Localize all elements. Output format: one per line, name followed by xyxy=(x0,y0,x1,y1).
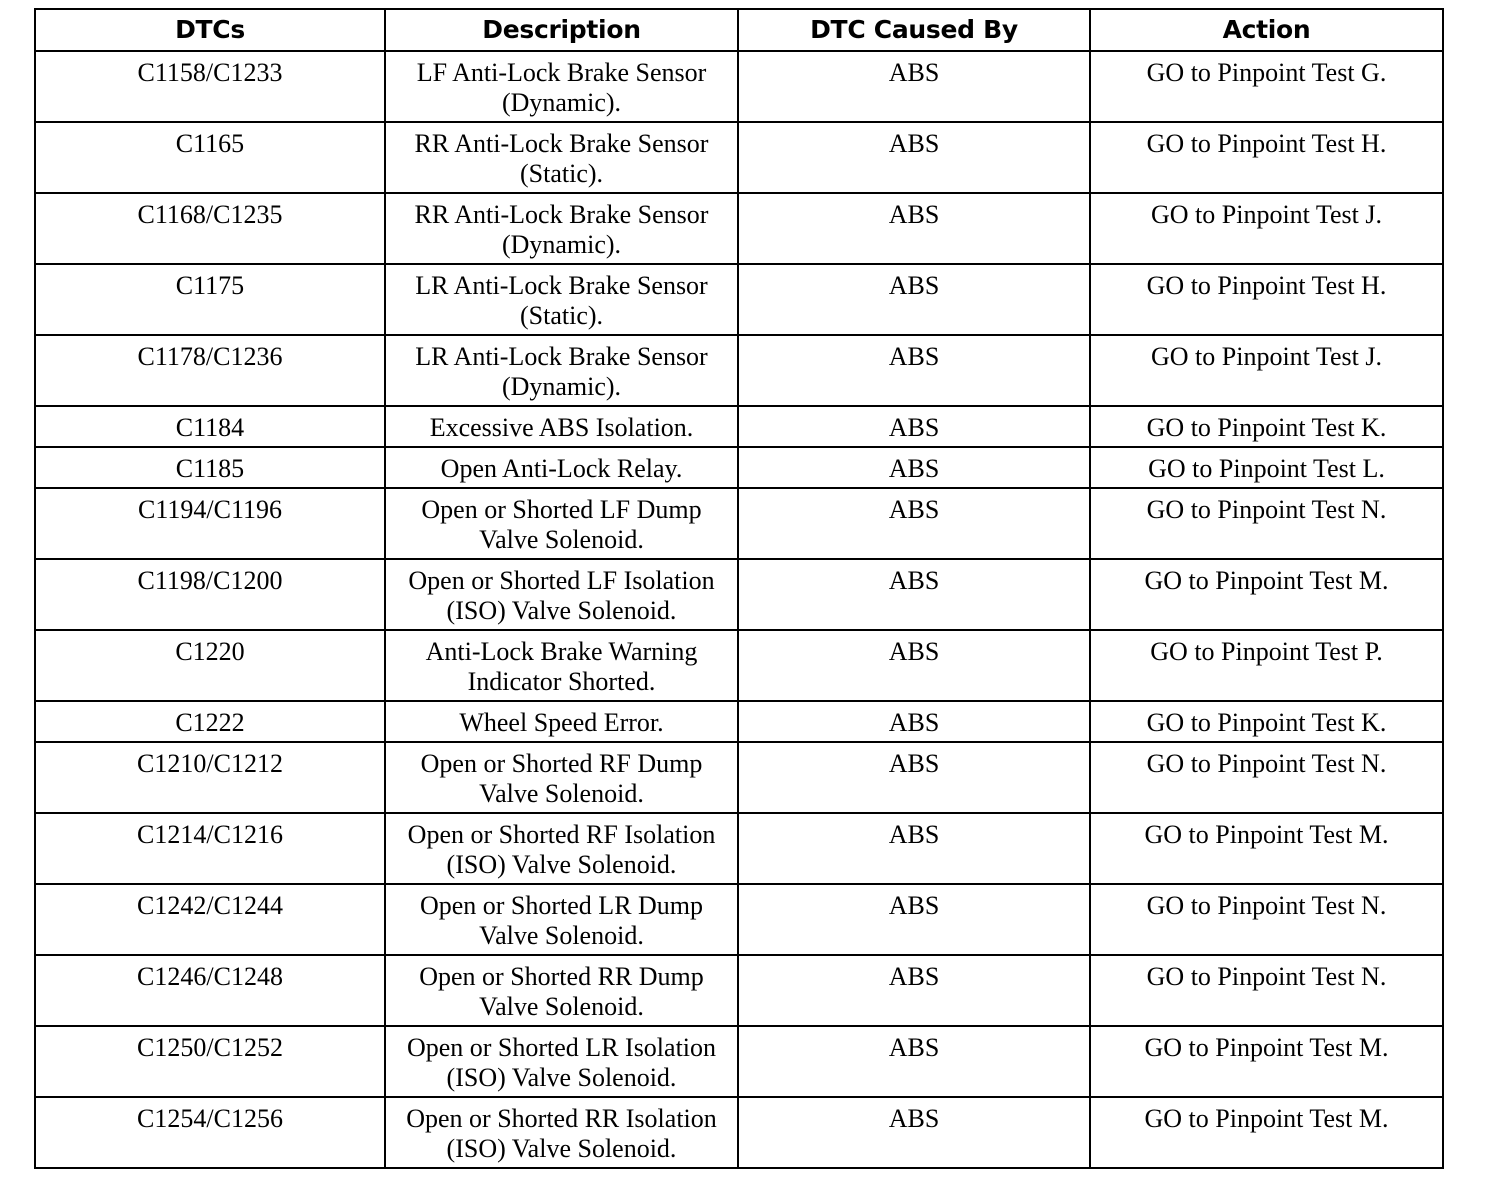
action-cell-text: GO to Pinpoint Test M. xyxy=(1144,820,1389,849)
table-row xyxy=(35,406,1443,447)
action-cell xyxy=(1090,447,1443,488)
dtc-code-cell-text: C1175 xyxy=(175,271,245,300)
action-cell xyxy=(1090,193,1443,264)
table-row xyxy=(35,335,1443,406)
action-cell xyxy=(1090,122,1443,193)
header-action: Action xyxy=(1090,9,1443,51)
dtc-code-cell xyxy=(35,884,385,955)
description-cell xyxy=(385,264,738,335)
caused-by-cell-text: ABS xyxy=(888,342,940,371)
caused-by-cell xyxy=(738,51,1090,122)
action-cell xyxy=(1090,559,1443,630)
action-cell-text: GO to Pinpoint Test N. xyxy=(1146,749,1387,778)
action-cell xyxy=(1090,264,1443,335)
dtc-code-cell-text: C1214/C1216 xyxy=(137,820,283,849)
dtc-code-cell xyxy=(35,447,385,488)
caused-by-cell-text: ABS xyxy=(888,891,940,920)
description-cell-text: LF Anti-Lock Brake Sensor (Dynamic). xyxy=(416,58,707,117)
header-caused-by: DTC Caused By xyxy=(738,9,1090,51)
description-cell-text: RR Anti-Lock Brake Sensor (Dynamic). xyxy=(414,200,709,259)
caused-by-cell-text: ABS xyxy=(888,1104,940,1133)
description-cell xyxy=(385,701,738,742)
action-cell-text: GO to Pinpoint Test N. xyxy=(1146,962,1387,991)
description-cell-text: Open or Shorted LF Isolation (ISO) Valve Solenoid. xyxy=(408,566,715,625)
caused-by-cell xyxy=(738,955,1090,1026)
caused-by-cell-text: ABS xyxy=(888,129,940,158)
caused-by-cell xyxy=(738,335,1090,406)
description-cell xyxy=(385,1097,738,1168)
dtc-code-cell xyxy=(35,193,385,264)
caused-by-cell-text: ABS xyxy=(888,820,940,849)
action-cell-text: GO to Pinpoint Test M. xyxy=(1144,566,1389,595)
description-cell-text: RR Anti-Lock Brake Sensor (Static). xyxy=(414,129,709,188)
description-cell xyxy=(385,813,738,884)
action-cell xyxy=(1090,701,1443,742)
description-cell-text: Open or Shorted LR Dump Valve Solenoid. xyxy=(419,891,704,950)
dtc-code-cell xyxy=(35,1097,385,1168)
dtc-code-cell xyxy=(35,264,385,335)
caused-by-cell xyxy=(738,630,1090,701)
description-cell xyxy=(385,193,738,264)
description-cell-text: Wheel Speed Error. xyxy=(459,708,664,737)
action-cell xyxy=(1090,488,1443,559)
description-cell xyxy=(385,488,738,559)
caused-by-cell xyxy=(738,406,1090,447)
description-cell xyxy=(385,406,738,447)
action-cell xyxy=(1090,742,1443,813)
caused-by-cell-text: ABS xyxy=(888,454,940,483)
table-row xyxy=(35,193,1443,264)
table-row xyxy=(35,122,1443,193)
caused-by-cell-text: ABS xyxy=(888,962,940,991)
caused-by-cell xyxy=(738,1097,1090,1168)
table-row xyxy=(35,51,1443,122)
caused-by-cell-text: ABS xyxy=(888,637,940,666)
dtc-code-cell xyxy=(35,630,385,701)
dtc-code-cell xyxy=(35,955,385,1026)
action-cell-text: GO to Pinpoint Test P. xyxy=(1150,637,1383,666)
action-cell-text: GO to Pinpoint Test J. xyxy=(1150,342,1382,371)
table-row xyxy=(35,955,1443,1026)
description-cell xyxy=(385,122,738,193)
description-cell-text: Open or Shorted LR Isolation (ISO) Valve Solenoid. xyxy=(406,1033,717,1092)
table-row xyxy=(35,742,1443,813)
caused-by-cell xyxy=(738,813,1090,884)
caused-by-cell-text: ABS xyxy=(888,413,940,442)
caused-by-cell-text: ABS xyxy=(888,708,940,737)
dtc-code-cell xyxy=(35,122,385,193)
caused-by-cell xyxy=(738,488,1090,559)
table-row xyxy=(35,1026,1443,1097)
description-cell xyxy=(385,630,738,701)
description-cell-text: Open or Shorted RF Isolation (ISO) Valve Solenoid. xyxy=(407,820,716,879)
caused-by-cell-text: ABS xyxy=(888,566,940,595)
dtc-code-cell-text: C1220 xyxy=(175,637,245,666)
description-cell xyxy=(385,1026,738,1097)
action-cell-text: GO to Pinpoint Test M. xyxy=(1144,1033,1389,1062)
caused-by-cell xyxy=(738,193,1090,264)
description-cell-text: Excessive ABS Isolation. xyxy=(429,413,694,442)
table-row xyxy=(35,630,1443,701)
dtc-code-cell xyxy=(35,335,385,406)
dtc-table xyxy=(34,8,1444,1169)
dtc-code-cell-text: C1242/C1244 xyxy=(137,891,283,920)
action-cell-text: GO to Pinpoint Test M. xyxy=(1144,1104,1389,1133)
description-cell-text: Open or Shorted RR Dump Valve Solenoid. xyxy=(419,962,704,1021)
description-cell-text: LR Anti-Lock Brake Sensor (Dynamic). xyxy=(415,342,708,401)
description-cell xyxy=(385,51,738,122)
dtc-code-cell-text: C1254/C1256 xyxy=(137,1104,283,1133)
caused-by-cell xyxy=(738,1026,1090,1097)
description-cell xyxy=(385,335,738,406)
dtc-code-cell-text: C1185 xyxy=(175,454,245,483)
action-cell xyxy=(1090,406,1443,447)
description-cell xyxy=(385,559,738,630)
action-cell-text: GO to Pinpoint Test G. xyxy=(1146,58,1387,87)
caused-by-cell-text: ABS xyxy=(888,58,940,87)
description-cell-text: Open or Shorted RF Dump Valve Solenoid. xyxy=(420,749,703,808)
description-cell-text: LR Anti-Lock Brake Sensor (Static). xyxy=(415,271,708,330)
action-cell-text: GO to Pinpoint Test H. xyxy=(1146,271,1387,300)
description-cell xyxy=(385,955,738,1026)
table-row xyxy=(35,813,1443,884)
table-row xyxy=(35,559,1443,630)
action-cell-text: GO to Pinpoint Test K. xyxy=(1146,413,1387,442)
dtc-code-cell-text: C1210/C1212 xyxy=(137,749,283,778)
dtc-code-cell xyxy=(35,406,385,447)
action-cell xyxy=(1090,1026,1443,1097)
dtc-code-cell-text: C1165 xyxy=(175,129,245,158)
caused-by-cell-text: ABS xyxy=(888,200,940,229)
dtc-code-cell-text: C1184 xyxy=(175,413,245,442)
caused-by-cell xyxy=(738,884,1090,955)
dtc-code-cell-text: C1246/C1248 xyxy=(137,962,283,991)
table-body xyxy=(35,51,1443,1168)
caused-by-cell xyxy=(738,264,1090,335)
action-cell xyxy=(1090,335,1443,406)
caused-by-cell-text: ABS xyxy=(888,271,940,300)
action-cell xyxy=(1090,630,1443,701)
caused-by-cell xyxy=(738,742,1090,813)
dtc-code-cell-text: C1198/C1200 xyxy=(137,566,283,595)
action-cell-text: GO to Pinpoint Test L. xyxy=(1148,454,1385,483)
dtc-code-cell xyxy=(35,488,385,559)
caused-by-cell xyxy=(738,447,1090,488)
action-cell xyxy=(1090,813,1443,884)
dtc-code-cell-text: C1178/C1236 xyxy=(137,342,283,371)
dtc-code-cell xyxy=(35,742,385,813)
action-cell-text: GO to Pinpoint Test K. xyxy=(1146,708,1387,737)
description-cell-text: Anti-Lock Brake Warning Indicator Shorted. xyxy=(425,637,698,696)
dtc-code-cell xyxy=(35,701,385,742)
header-description: Description xyxy=(385,9,738,51)
description-cell xyxy=(385,742,738,813)
action-cell-text: GO to Pinpoint Test N. xyxy=(1146,891,1387,920)
dtc-code-cell-text: C1158/C1233 xyxy=(137,58,283,87)
caused-by-cell-text: ABS xyxy=(888,749,940,778)
table-row xyxy=(35,1097,1443,1168)
table-row xyxy=(35,884,1443,955)
table-row xyxy=(35,447,1443,488)
header-dtcs: DTCs xyxy=(35,9,385,51)
dtc-code-cell xyxy=(35,1026,385,1097)
action-cell xyxy=(1090,1097,1443,1168)
description-cell-text: Open Anti-Lock Relay. xyxy=(440,454,683,483)
description-cell-text: Open or Shorted RR Isolation (ISO) Valve Solenoid. xyxy=(406,1104,717,1163)
action-cell xyxy=(1090,51,1443,122)
table-row xyxy=(35,701,1443,742)
caused-by-cell xyxy=(738,559,1090,630)
caused-by-cell xyxy=(738,701,1090,742)
dtc-code-cell xyxy=(35,813,385,884)
action-cell-text: GO to Pinpoint Test J. xyxy=(1150,200,1382,229)
caused-by-cell xyxy=(738,122,1090,193)
description-cell-text: Open or Shorted LF Dump Valve Solenoid. xyxy=(421,495,702,554)
dtc-code-cell-text: C1168/C1235 xyxy=(137,200,283,229)
action-cell-text: GO to Pinpoint Test N. xyxy=(1146,495,1387,524)
dtc-code-cell-text: C1194/C1196 xyxy=(138,495,282,524)
dtc-code-cell-text: C1222 xyxy=(175,708,245,737)
action-cell xyxy=(1090,884,1443,955)
dtc-code-cell-text: C1250/C1252 xyxy=(137,1033,283,1062)
description-cell xyxy=(385,447,738,488)
caused-by-cell-text: ABS xyxy=(888,1033,940,1062)
action-cell-text: GO to Pinpoint Test H. xyxy=(1146,129,1387,158)
dtc-code-cell xyxy=(35,51,385,122)
action-cell xyxy=(1090,955,1443,1026)
description-cell xyxy=(385,884,738,955)
caused-by-cell-text: ABS xyxy=(888,495,940,524)
header-row xyxy=(35,9,1443,51)
table-row xyxy=(35,488,1443,559)
dtc-code-cell xyxy=(35,559,385,630)
table-row xyxy=(35,264,1443,335)
